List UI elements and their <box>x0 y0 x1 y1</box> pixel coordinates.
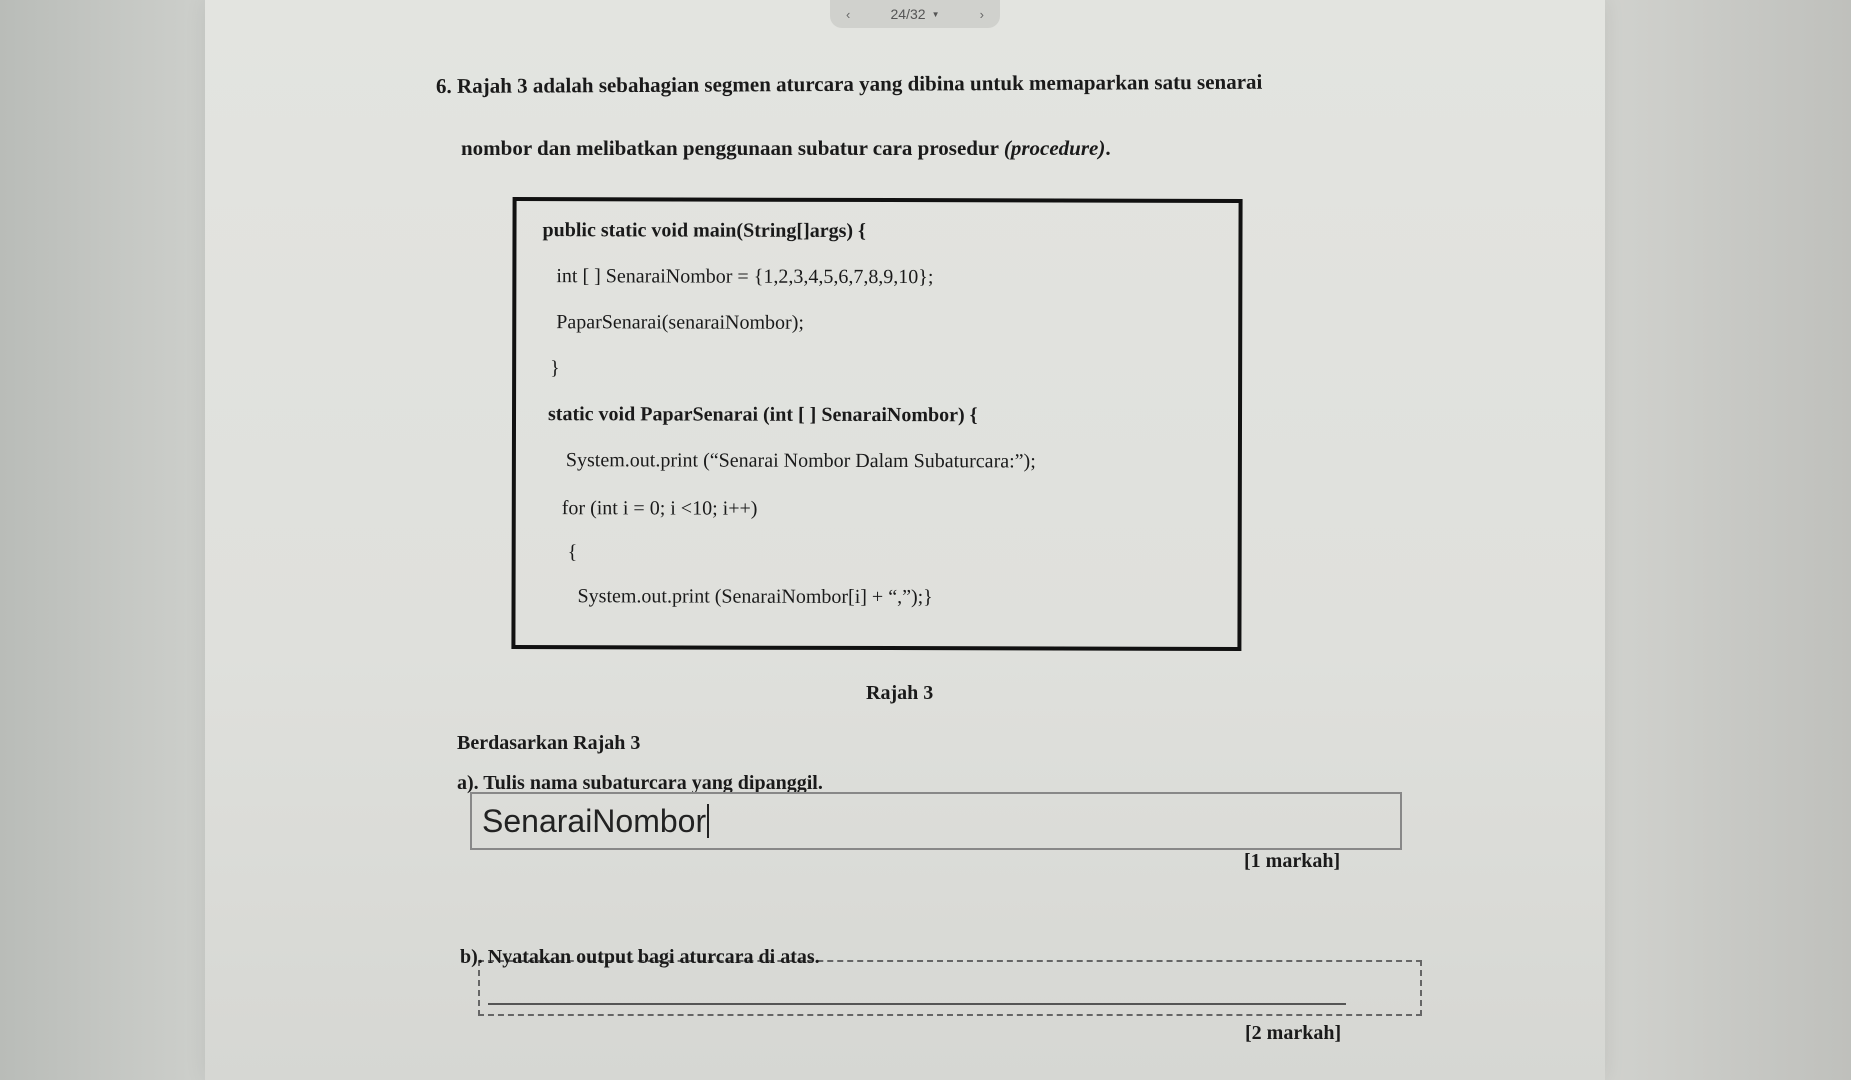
code-line: } <box>550 357 560 380</box>
part-b-question: b). Nyatakan output bagi aturcara di atas. <box>460 946 820 968</box>
page-navigator <box>830 0 1000 28</box>
code-line: for (int i = 0; i <10; i++) <box>561 497 758 520</box>
question-line2-end: . <box>1105 136 1111 160</box>
code-line: int [ ] SenaraiNombor = {1,2,3,4,5,6,7,8,9,10}; <box>556 265 934 289</box>
code-figure <box>511 197 1242 651</box>
code-line: PaparSenarai(senaraiNombor); <box>556 311 804 334</box>
code-line: System.out.print (SenaraiNombor[i] + “,”);} <box>577 585 933 609</box>
code-line: { <box>567 541 578 564</box>
part-a-question: a). Tulis nama subaturcara yang dipanggil. <box>457 772 823 794</box>
code-line: static void PaparSenarai (int [ ] SenaraiNombor) { <box>547 403 978 427</box>
part-a-marks: [1 markah] <box>1244 850 1341 872</box>
page-indicator[interactable] <box>891 6 940 22</box>
text-cursor <box>707 804 709 838</box>
part-b-marks: [2 markah] <box>1245 1022 1342 1044</box>
code-line: System.out.print (“Senarai Nombor Dalam Subaturcara:”); <box>565 449 1036 473</box>
part-a-answer-input[interactable] <box>470 792 1402 850</box>
figure-caption: Rajah 3 <box>866 682 934 704</box>
next-page-icon[interactable]: › <box>979 6 984 22</box>
based-on-label: Berdasarkan Rajah 3 <box>457 732 641 754</box>
question-text-line1: 6. Rajah 3 adalah sebahagian segmen aturcara yang dibina untuk memaparkan satu senarai <box>435 69 1263 98</box>
procedure-term: (procedure) <box>1003 136 1106 160</box>
question-line2-start: nombor dan melibatkan penggunaan subatur cara prosedur <box>461 136 1004 160</box>
question-text-line2 <box>461 136 1111 161</box>
prev-page-icon[interactable]: ‹ <box>846 6 851 22</box>
caret-down-icon: ▼ <box>931 9 940 19</box>
code-line: public static void main(String[]args) { <box>542 219 866 242</box>
page-label: 24/32 <box>890 6 926 22</box>
answer-line <box>488 1003 1346 1005</box>
part-a-answer-text: SenaraiNombor <box>482 802 707 839</box>
